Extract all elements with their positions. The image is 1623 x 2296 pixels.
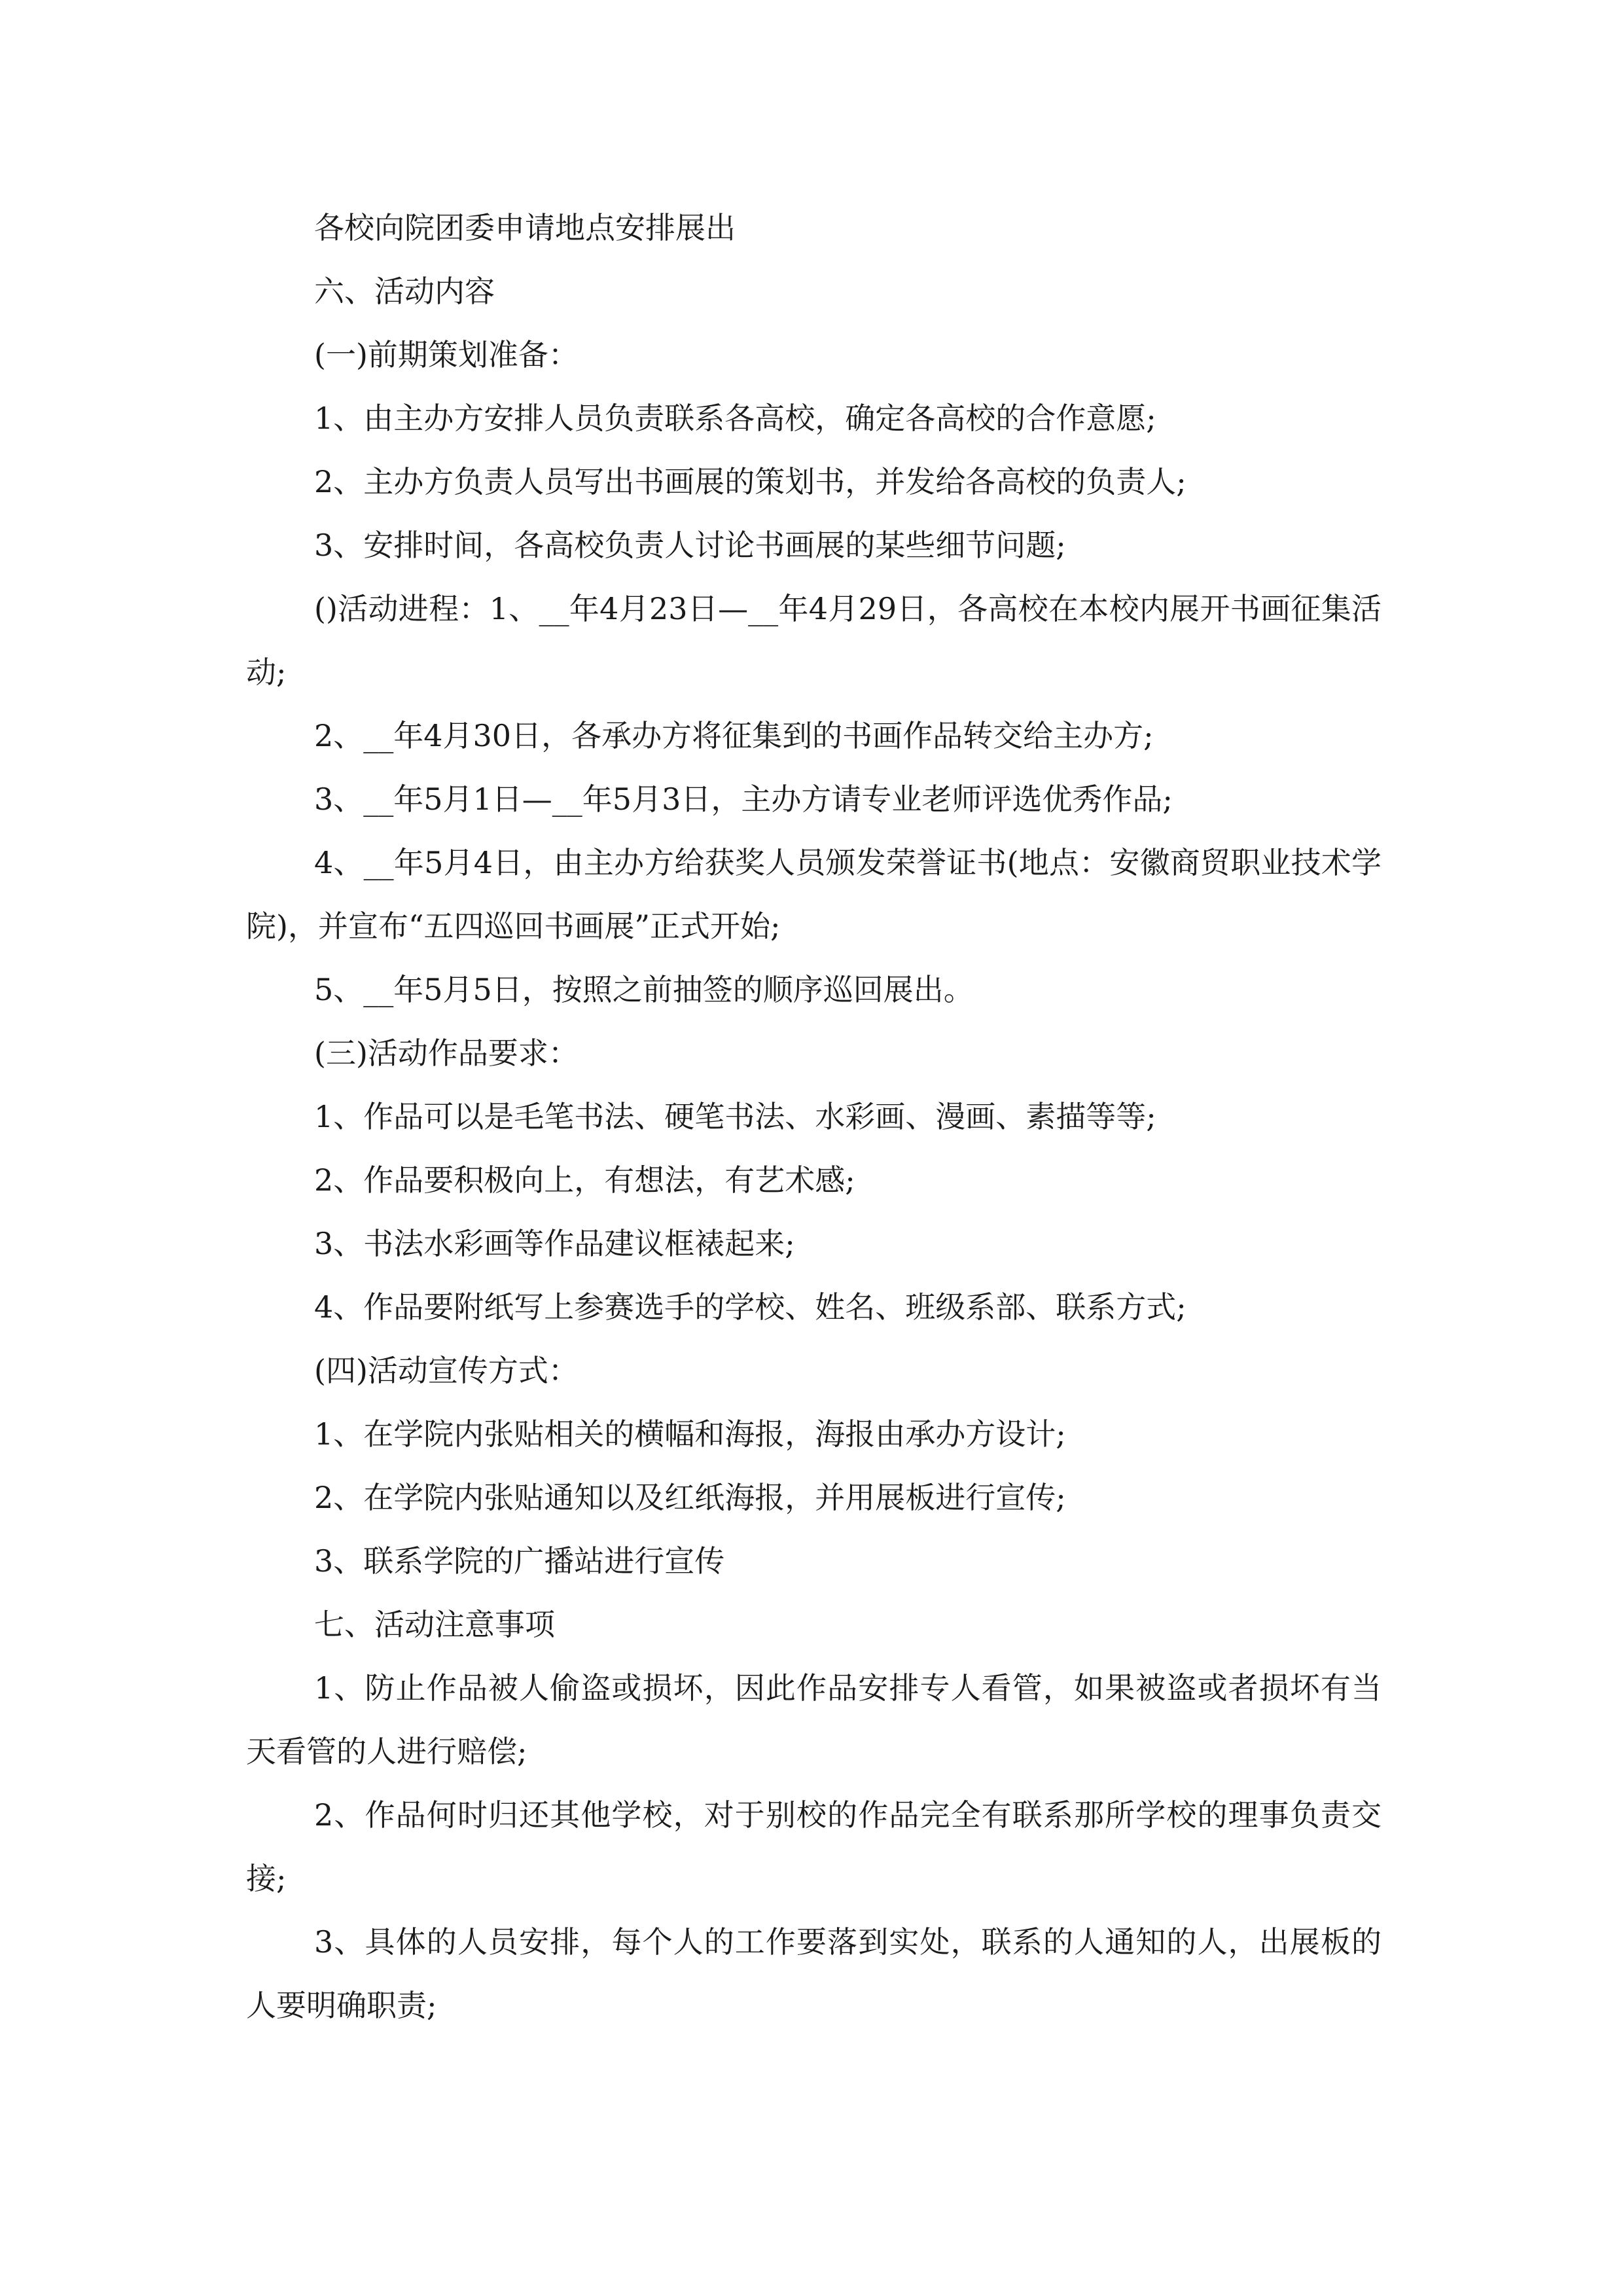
list-item: 4、__年5月4日，由主办方给获奖人员颁发荣誉证书(地点：安徽商贸职业技术学院)，并宣布“五四巡回书画展”正式开始; — [246, 845, 1382, 944]
list-item: 2、在学院内张贴通知以及红纸海报，并用展板进行宣传; — [314, 1480, 1066, 1515]
list-item: 2、作品要积极向上，有想法，有艺术感; — [314, 1162, 855, 1198]
list-item: 1、作品可以是毛笔书法、硬笔书法、水彩画、漫画、素描等等; — [314, 1099, 1156, 1134]
list-item: 3、安排时间，各高校负责人讨论书画展的某些细节问题; — [314, 528, 1066, 563]
list-item: 4、作品要附纸写上参赛选手的学校、姓名、班级系部、联系方式; — [314, 1289, 1186, 1325]
list-item: 3、__年5月1日—__年5月3日，主办方请专业老师评选优秀作品; — [314, 781, 1173, 817]
subsection-heading: (一)前期策划准备： — [314, 337, 579, 372]
list-item: 2、主办方负责人员写出书画展的策划书，并发给各高校的负责人; — [314, 464, 1186, 499]
list-item: 5、__年5月5日，按照之前抽签的顺序巡回展出。 — [314, 972, 974, 1007]
list-item: 1、在学院内张贴相关的横幅和海报，海报由承办方设计; — [314, 1416, 1066, 1452]
list-item: 3、具体的人员安排，每个人的工作要落到实处，联系的人通知的人，出展板的人要明确职责; — [246, 1924, 1382, 2023]
list-item: ()活动进程：1、__年4月23日—__年4月29日，各高校在本校内展开书画征集活动; — [246, 591, 1382, 690]
list-item: 3、书法水彩画等作品建议框裱起来; — [314, 1226, 795, 1261]
list-item: 2、作品何时归还其他学校，对于别校的作品完全有联系那所学校的理事负责交接; — [246, 1797, 1382, 1896]
document-body — [246, 196, 1382, 2037]
subsection-heading: (四)活动宣传方式： — [314, 1353, 579, 1388]
list-item: 2、__年4月30日，各承办方将征集到的书画作品转交给主办方; — [314, 718, 1154, 753]
section-heading: 七、活动注意事项 — [314, 1607, 555, 1642]
subsection-heading: (三)活动作品要求： — [314, 1035, 579, 1071]
list-item: 1、由主办方安排人员负责联系各高校，确定各高校的合作意愿; — [314, 401, 1156, 436]
paragraph: 各校向院团委申请地点安排展出 — [314, 210, 736, 245]
list-item: 1、防止作品被人偷盗或损坏，因此作品安排专人看管，如果被盗或者损坏有当天看管的人进行赔偿; — [246, 1670, 1382, 1769]
list-item: 3、联系学院的广播站进行宣传 — [314, 1543, 725, 1579]
section-heading: 六、活动内容 — [314, 274, 495, 309]
